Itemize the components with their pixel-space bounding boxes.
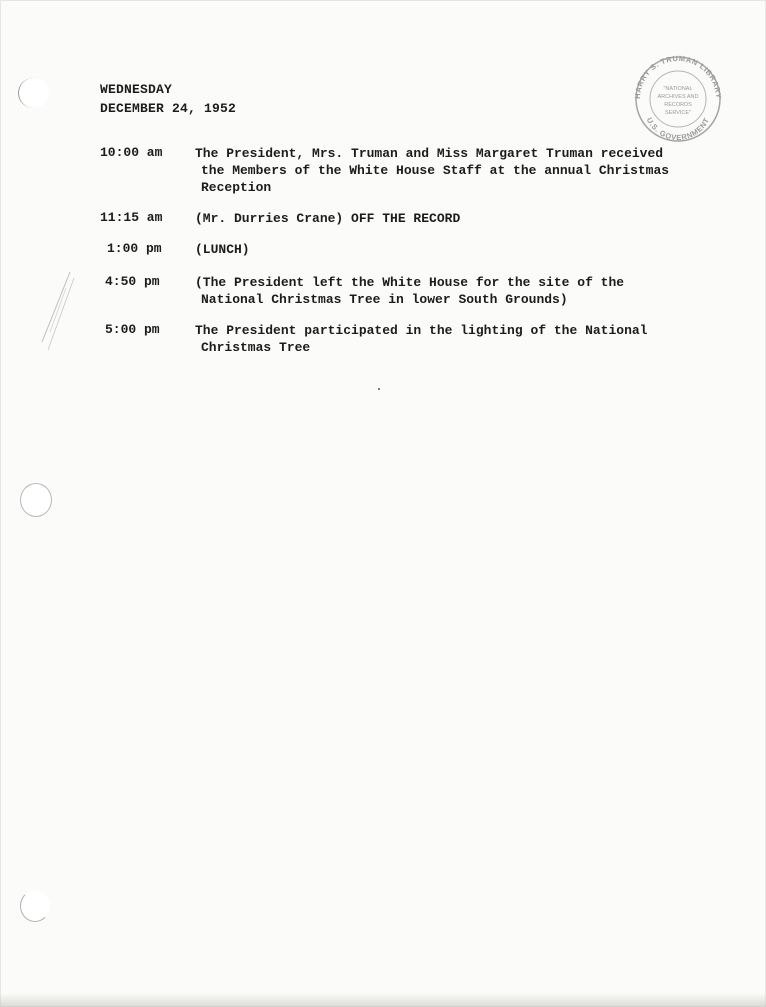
pencil-mark bbox=[30, 270, 100, 360]
entry-time: 11:15 am bbox=[100, 210, 163, 225]
entry-description bbox=[195, 274, 695, 308]
entry-time: 4:50 pm bbox=[105, 274, 160, 289]
archive-stamp bbox=[626, 54, 730, 144]
stamp-center-line: ARCHIVES AND bbox=[657, 94, 699, 100]
date-heading: DECEMBER 24, 1952 bbox=[100, 101, 237, 116]
day-heading: WEDNESDAY bbox=[100, 82, 173, 97]
entry-line: (Mr. Durries Crane) OFF THE RECORD bbox=[195, 211, 461, 226]
entry-line: The President, Mrs. Truman and Miss Margaret Truman received bbox=[195, 146, 664, 161]
stamp-center-line: SERVICE" bbox=[665, 110, 691, 116]
entry-line: National Christmas Tree in lower South Grounds) bbox=[201, 292, 568, 307]
entry-line: (LUNCH) bbox=[195, 242, 250, 257]
entry-line: Reception bbox=[201, 180, 272, 195]
punch-hole-top bbox=[18, 78, 49, 108]
stamp-center-line: RECORDS bbox=[664, 102, 692, 108]
entry-description bbox=[195, 145, 695, 196]
entry-description bbox=[195, 241, 695, 258]
entry-line: Christmas Tree bbox=[201, 340, 311, 355]
entry-time: 10:00 am bbox=[100, 145, 163, 160]
entry-time: 5:00 pm bbox=[105, 322, 160, 337]
entry-description bbox=[195, 210, 695, 227]
svg-text:U.S. GOVERNMENT bbox=[645, 116, 711, 142]
entry-description bbox=[195, 322, 695, 356]
ink-speck bbox=[378, 388, 380, 390]
entry-time: 1:00 pm bbox=[107, 241, 162, 256]
entry-line: The President participated in the lighting of the National bbox=[195, 323, 648, 338]
entry-line: (The President left the White House for the site of the bbox=[195, 275, 625, 290]
stamp-center-line: "NATIONAL bbox=[663, 86, 693, 92]
stamp-bottom-text: U.S. GOVERNMENT bbox=[644, 115, 712, 143]
punch-hole-bottom bbox=[20, 890, 50, 922]
stamp-ring-text: HARRY S. TRUMAN LIBRARY bbox=[632, 54, 724, 100]
entry-line: the Members of the White House Staff at the annual Christmas bbox=[201, 163, 670, 178]
svg-text:HARRY S. TRUMAN LIBRARY bbox=[633, 54, 723, 99]
punch-hole-middle bbox=[20, 483, 52, 517]
